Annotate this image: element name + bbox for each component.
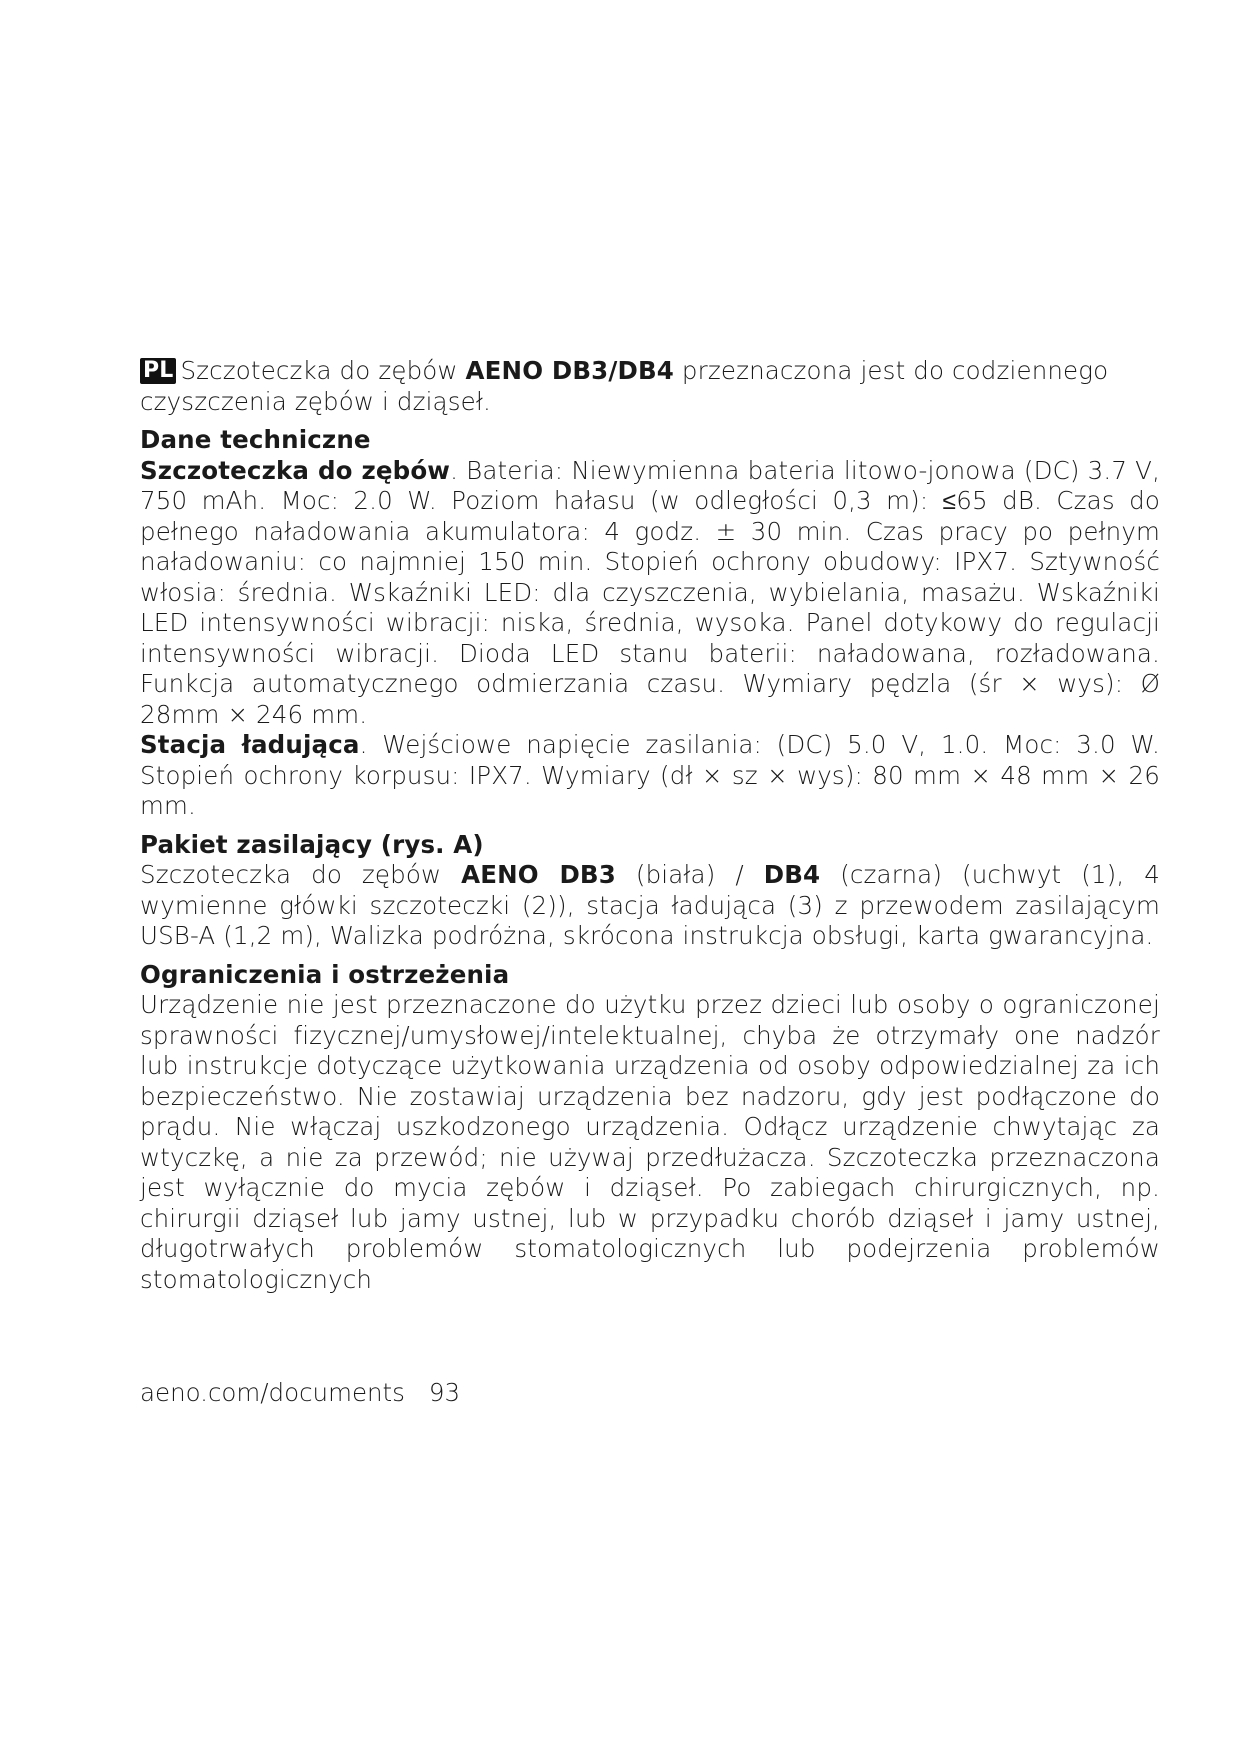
page-number: 93 (428, 1378, 461, 1407)
station-label: Stacja ładująca (140, 730, 360, 759)
package-text-3: (czarna) (uchwyt (1), 4 wymienne główki szczoteczki (2)), stacja ładująca (3) z przewodem zasilającym USB-A (1,2 m), Walizka podróżna, skrócona instrukcja obsługi, karta gwarancyjna. (140, 860, 1160, 950)
intro-model: AENO DB3/DB4 (465, 356, 674, 385)
intro-text-after: przeznaczona jest do codziennego czyszczenia zębów i dziąseł. (140, 356, 1109, 416)
station-text: . Wejściowe napięcie zasilania: (DC) 5.0 V, 1.0. Moc: 3.0 W. Stopień ochrony korpusu: IPX7. Wymiary (dł × sz × wys): 80 mm × 48 mm × 26 mm. (140, 730, 1160, 820)
toothbrush-label: Szczoteczka do zębów (140, 455, 451, 485)
intro-paragraph (140, 356, 1160, 417)
document-body (140, 356, 1160, 1295)
toothbrush-text: . Bateria: Niewymienna bateria litowo-jonowa (DC) 3.7 V, 750 mAh. Moc: 2.0 W. Poziom hałasu (w odległości 0,3 m): ≤65 dB. Czas do pełnego naładowania akumulatora: 4 godz. ± 30 min. Czas pracy po pełnym naładowaniu: co najmniej 150 min. Stopień ochrony obudowy: IPX7. Sztywność włosia: średnia. Wskaźniki LED: dla czyszczenia, wybielania, masażu. Wskaźniki LED intensywności wibracji: niska, średnia, wysoka. Panel dotykowy do regulacji intensywności wibracji. Dioda LED stanu baterii: naładowana, rozładowana. Funkcja automatycznego odmierzania czasu. Wymiary pędzla (śr × wys): Ø 28mm × 246 mm. (140, 455, 1161, 729)
toothbrush-specs (140, 456, 1160, 731)
page-footer (140, 1378, 460, 1407)
intro-text-before: Szczoteczka do zębów (180, 356, 466, 385)
warnings-text: Urządzenie nie jest przeznaczone do użytku przez dzieci lub osoby o ograniczonej sprawności fizycznej/umysłowej/intelektualnej, chyba że otrzymały one nadzór lub instrukcje dotyczące użytkowania urządzenia od osoby odpowiedzialnej za ich bezpieczeństwo. Nie zostawiaj urządzenia bez nadzoru, gdy jest podłączone do prądu. Nie włączaj uszkodzonego urządzenia. Odłącz urządzenie chwytając za wtyczkę, a nie za przewód; nie używaj przedłużacza. Szczoteczka przeznaczona jest wyłącznie do mycia zębów i dziąseł. Po zabiegach chirurgicznych, np. chirurgii dziąseł lub jamy ustnej, lub w przypadku chorób dziąseł i jamy ustnej, długotrwałych problemów stomatologicznych lub podejrzenia problemów stomatologicznych (140, 990, 1160, 1294)
footer-url: aeno.com/documents (140, 1378, 405, 1407)
package-model-2: DB4 (763, 860, 821, 889)
package-text-1: Szczoteczka do zębów (140, 860, 462, 889)
station-specs (140, 730, 1160, 822)
package-text (140, 860, 1160, 952)
package-heading: Pakiet zasilający (rys. A) (140, 829, 484, 859)
package-text-2: (biała) / (615, 860, 764, 889)
tech-heading: Dane techniczne (140, 425, 371, 454)
warnings-heading: Ograniczenia i ostrzeżenia (140, 959, 510, 989)
language-badge: PL (140, 358, 176, 384)
package-model-1: AENO DB3 (461, 860, 616, 889)
